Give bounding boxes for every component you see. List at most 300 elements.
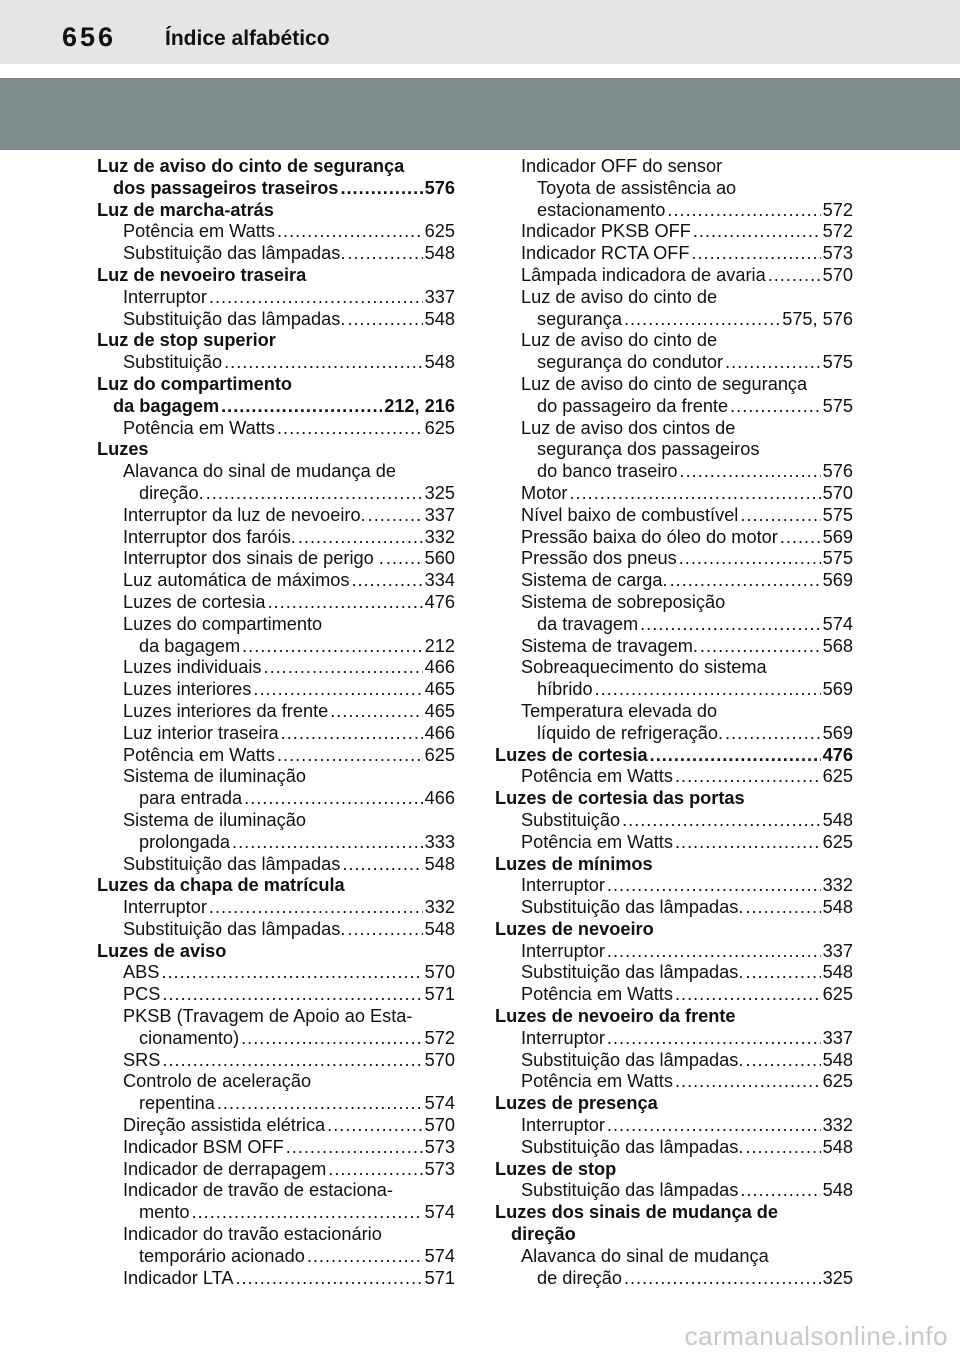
index-subentry [97, 1268, 455, 1290]
entry-label: da bagagem [139, 635, 241, 656]
entry-label: Luzes do compartimento [123, 613, 323, 634]
index-subentry [97, 701, 455, 723]
index-heading [495, 1159, 853, 1181]
index-subentry [495, 1137, 853, 1159]
dot-leader [624, 309, 780, 331]
index-subentry [97, 1137, 455, 1159]
page-reference: 569 [822, 570, 853, 591]
entry-label: SRS [123, 1049, 161, 1070]
index-subentry [495, 287, 853, 309]
dot-leader [232, 832, 423, 854]
page-reference: 548 [822, 1136, 853, 1157]
entry-label: Potência em Watts [123, 744, 275, 765]
entry-label: mento [139, 1202, 190, 1223]
index-subentry [97, 788, 455, 810]
entry-label: Controlo de aceleração [123, 1071, 312, 1092]
page-reference: 572 [822, 221, 853, 242]
index-subentry [97, 636, 455, 658]
dot-leader [675, 984, 821, 1006]
entry-label: Luzes de presença [495, 1093, 658, 1114]
entry-label: Luz de aviso dos cintos de [521, 417, 736, 438]
index-subentry [495, 461, 853, 483]
entry-label: Luzes interiores da frente [123, 700, 329, 721]
index-subentry [495, 374, 853, 396]
index-subentry [495, 156, 853, 178]
dot-leader [691, 243, 820, 265]
entry-label: Substituição das lâmpadas. [123, 918, 346, 939]
index-subentry [97, 461, 455, 483]
dot-leader [217, 1093, 423, 1115]
page-reference: 575, 576 [782, 308, 853, 329]
index-heading [495, 1093, 853, 1115]
index-subentry [495, 657, 853, 679]
index-subentry [495, 483, 853, 505]
entry-label: Substituição [123, 352, 223, 373]
entry-label: Interruptor da luz de nevoeiro. [123, 504, 366, 525]
page-reference: 548 [822, 1180, 853, 1201]
dot-leader [607, 1115, 821, 1137]
entry-label: Luzes de aviso [97, 940, 227, 961]
entry-label: Luz de nevoeiro traseira [97, 264, 307, 285]
page-reference: 548 [424, 853, 455, 874]
entry-label: Sistema de carga. [521, 570, 668, 591]
page-reference: 476 [424, 591, 455, 612]
entry-label: Substituição das lâmpadas [521, 1180, 739, 1201]
page-reference: 332 [822, 1115, 853, 1136]
entry-label: segurança do condutor [537, 352, 724, 373]
index-subentry [495, 200, 853, 222]
entry-label: Indicador BSM OFF [123, 1136, 284, 1157]
page-reference: 575 [822, 548, 853, 569]
index-subentry [97, 1202, 455, 1224]
index-subentry [495, 875, 853, 897]
entry-label: Luzes da chapa de matrícula [97, 875, 345, 896]
page-reference: 575 [822, 352, 853, 373]
page-reference: 573 [822, 243, 853, 264]
entry-label: Nível baixo de combustível [521, 504, 739, 525]
dot-leader [277, 221, 423, 243]
index-heading [97, 330, 455, 352]
dot-leader [667, 200, 820, 222]
page-reference: 570 [424, 1115, 455, 1136]
section-title: Índice alfabético [165, 27, 330, 50]
page-reference: 625 [424, 221, 455, 242]
dot-leader [277, 418, 423, 440]
index-subentry [97, 919, 455, 941]
index-subentry [97, 810, 455, 832]
dot-leader [162, 984, 422, 1006]
dot-leader [624, 1268, 821, 1290]
index-heading [97, 875, 455, 897]
index-heading [97, 265, 455, 287]
page-reference: 332 [424, 897, 455, 918]
entry-label: Indicador PKSB OFF [521, 221, 691, 242]
dot-leader [745, 1137, 820, 1159]
page-reference: 548 [822, 897, 853, 918]
index-subentry [97, 832, 455, 854]
index-subentry [495, 505, 853, 527]
page-reference: 625 [424, 417, 455, 438]
entry-label: dos passageiros traseiros [113, 177, 339, 198]
index-subentry [97, 418, 455, 440]
page-reference: 548 [822, 962, 853, 983]
dot-leader [700, 636, 821, 658]
dot-leader [675, 766, 821, 788]
page-reference: 570 [822, 264, 853, 285]
entry-label: Motor [521, 482, 568, 503]
entry-label: Temperatura elevada do [521, 700, 718, 721]
index-subentry [97, 221, 455, 243]
index-subentry [97, 614, 455, 636]
index-subentry [97, 287, 455, 309]
dot-leader [640, 614, 821, 636]
entry-label: Luz automática de máximos [123, 570, 350, 591]
index-subentry [495, 810, 853, 832]
index-subentry [495, 178, 853, 200]
page-reference: 548 [424, 918, 455, 939]
index-subentry [495, 330, 853, 352]
index-heading [495, 1202, 853, 1224]
page-reference: 573 [424, 1158, 455, 1179]
page-reference: 574 [822, 613, 853, 634]
dot-leader [745, 897, 820, 919]
entry-label: Luzes de nevoeiro [495, 918, 654, 939]
dot-leader [768, 265, 821, 287]
dot-leader [780, 527, 821, 549]
index-heading [97, 200, 455, 222]
entry-label: Luz de aviso do cinto de [521, 286, 718, 307]
index-subentry [97, 854, 455, 876]
dot-leader [693, 221, 821, 243]
index-heading [97, 156, 455, 178]
entry-label: Potência em Watts [521, 1071, 673, 1092]
dot-leader [745, 1050, 820, 1072]
index-subentry [97, 745, 455, 767]
entry-label: Substituição das lâmpadas. [521, 1049, 744, 1070]
index-subentry [495, 1268, 853, 1290]
page-reference: 333 [424, 831, 455, 852]
entry-label: Interruptor [123, 897, 207, 918]
index-subentry [495, 1028, 853, 1050]
index-subentry [495, 418, 853, 440]
section-banner [0, 78, 960, 150]
dot-leader [327, 1115, 422, 1137]
index-subentry [495, 723, 853, 745]
page-number: 656 [62, 22, 117, 52]
dot-leader [679, 548, 821, 570]
entry-label: Pressão dos pneus [521, 548, 677, 569]
index-subentry [97, 657, 455, 679]
entry-label: Interruptor [521, 875, 605, 896]
index-subentry [97, 1159, 455, 1181]
entry-label: Luz de marcha-atrás [97, 199, 274, 220]
index-subentry [97, 592, 455, 614]
index-subentry [97, 243, 455, 265]
page-reference: 334 [424, 570, 455, 591]
dot-leader [675, 832, 821, 854]
index-heading [97, 374, 455, 396]
entry-label: Luz interior traseira [123, 722, 279, 743]
index-heading [495, 1224, 853, 1246]
page-header [0, 0, 960, 64]
page-reference: 332 [822, 875, 853, 896]
page-reference: 575 [822, 504, 853, 525]
page-reference: 568 [822, 635, 853, 656]
dot-leader [745, 962, 820, 984]
dot-leader [264, 657, 423, 679]
entry-label: segurança dos passageiros [537, 439, 760, 460]
index-subentry [495, 701, 853, 723]
entry-label: Potência em Watts [521, 766, 673, 787]
entry-label: PCS [123, 984, 161, 1005]
index-subentry [97, 962, 455, 984]
dot-leader [286, 1137, 423, 1159]
dot-leader [298, 527, 423, 549]
page-reference: 576 [822, 461, 853, 482]
index-subentry [97, 548, 455, 570]
entry-label: Sistema de travagem. [521, 635, 698, 656]
entry-label: Luzes de cortesia [123, 591, 266, 612]
page-reference: 570 [424, 1049, 455, 1070]
dot-leader [675, 1071, 821, 1093]
entry-label: Lâmpada indicadora de avaria [521, 264, 766, 285]
index-subentry [97, 723, 455, 745]
dot-leader [607, 941, 821, 963]
dot-leader [221, 396, 382, 418]
index-subentry [495, 1050, 853, 1072]
index-subentry [495, 265, 853, 287]
dot-leader [161, 962, 422, 984]
entry-label: Interruptor [521, 1027, 605, 1048]
entry-label: Luzes dos sinais de mudança de [495, 1202, 778, 1223]
dot-leader [595, 679, 821, 701]
index-subentry [495, 1071, 853, 1093]
index-subentry [495, 897, 853, 919]
dot-leader [347, 243, 422, 265]
entry-label: Luz de aviso do cinto de segurança [521, 373, 808, 394]
entry-label: Alavanca do sinal de mudança de [123, 461, 396, 482]
entry-label: Sistema de iluminação [123, 766, 306, 787]
entry-label: do banco traseiro [537, 461, 678, 482]
entry-label: da travagem [537, 613, 639, 634]
index-heading [97, 178, 455, 200]
dot-leader [570, 483, 821, 505]
dot-leader [622, 810, 821, 832]
index-subentry [97, 352, 455, 374]
index-subentry [495, 984, 853, 1006]
entry-label: Indicador de travão de estaciona- [123, 1180, 393, 1201]
entry-label: Interruptor [123, 286, 207, 307]
page-reference: 548 [424, 308, 455, 329]
page-reference: 625 [424, 744, 455, 765]
page-reference: 337 [424, 504, 455, 525]
entry-label: Potência em Watts [123, 417, 275, 438]
index-subentry [97, 1006, 455, 1028]
entry-label: Luz de aviso do cinto de segurança [97, 156, 405, 176]
dot-leader [347, 919, 422, 941]
entry-label: Substituição das lâmpadas. [123, 308, 346, 329]
dot-leader [607, 1028, 821, 1050]
entry-label: para entrada [139, 788, 243, 809]
entry-label: direção. [139, 482, 204, 503]
index-subentry [495, 1115, 853, 1137]
page-reference: 571 [424, 1267, 455, 1288]
page-reference: 570 [822, 482, 853, 503]
index-subentry [97, 505, 455, 527]
index-subentry [495, 1246, 853, 1268]
dot-leader [386, 548, 423, 570]
entry-label: Toyota de assistência ao [537, 177, 737, 198]
dot-leader [244, 788, 423, 810]
entry-label: Interruptor [521, 940, 605, 961]
index-heading [97, 396, 455, 418]
entry-label: do passageiro da frente [537, 395, 729, 416]
entry-label: Luz de aviso do cinto de [521, 330, 718, 351]
dot-leader [725, 352, 821, 374]
page-reference: 465 [424, 700, 455, 721]
page-reference: 476 [822, 744, 853, 765]
page-reference: 466 [424, 722, 455, 743]
entry-label: cionamento) [139, 1027, 240, 1048]
page-reference: 569 [822, 722, 853, 743]
page-reference: 574 [424, 1202, 455, 1223]
page-reference: 560 [424, 548, 455, 569]
entry-label: de direção [537, 1267, 622, 1288]
index-subentry [495, 352, 853, 374]
dot-leader [242, 636, 423, 658]
entry-label: Luzes de cortesia [495, 744, 648, 765]
dot-leader [162, 1050, 422, 1072]
entry-label: Indicador RCTA OFF [521, 243, 690, 264]
index-subentry [495, 243, 853, 265]
index-subentry [97, 1071, 455, 1093]
dot-leader [241, 1028, 423, 1050]
entry-label: Interruptor dos sinais de perigo . [123, 548, 384, 569]
entry-label: ABS [123, 962, 160, 983]
entry-label: Indicador de derrapagem [123, 1158, 327, 1179]
entry-label: híbrido [537, 679, 593, 700]
page-reference: 572 [424, 1027, 455, 1048]
entry-label: Indicador OFF do sensor [521, 156, 723, 176]
index-subentry [495, 570, 853, 592]
page-reference: 465 [424, 679, 455, 700]
entry-label: direção [511, 1224, 576, 1245]
index-subentry [97, 766, 455, 788]
entry-label: Alavanca do sinal de mudança [521, 1245, 769, 1266]
page-reference: 569 [822, 679, 853, 700]
page-reference: 625 [822, 831, 853, 852]
index-subentry [495, 941, 853, 963]
page-reference: 325 [424, 482, 455, 503]
index-subentry [495, 592, 853, 614]
entry-label: Substituição das lâmpadas. [521, 897, 744, 918]
page-reference: 569 [822, 526, 853, 547]
page-reference: 574 [424, 1245, 455, 1266]
dot-leader [281, 723, 423, 745]
entry-label: Luzes de stop [495, 1158, 617, 1179]
dot-leader [347, 309, 422, 331]
dot-leader [206, 483, 423, 505]
entry-label: Potência em Watts [521, 984, 673, 1005]
index-subentry [495, 527, 853, 549]
dot-leader [725, 723, 821, 745]
page-reference: 571 [424, 984, 455, 1005]
dot-leader [670, 570, 821, 592]
page-reference: 332 [424, 526, 455, 547]
index-heading [97, 941, 455, 963]
entry-label: da bagagem [113, 395, 220, 416]
index-subentry [495, 439, 853, 461]
index-heading [495, 745, 853, 767]
index-subentry [97, 570, 455, 592]
page-reference: 625 [822, 766, 853, 787]
entry-label: Potência em Watts [521, 831, 673, 852]
index-subentry [97, 984, 455, 1006]
entry-label: Sistema de iluminação [123, 809, 306, 830]
dot-leader [328, 1159, 422, 1181]
watermark: carmanualsonline.info [684, 1321, 948, 1351]
page-reference: 625 [822, 1071, 853, 1092]
dot-leader [253, 679, 422, 701]
page-reference: 572 [822, 199, 853, 220]
dot-leader [192, 1202, 423, 1224]
entry-label: Luz do compartimento [97, 373, 293, 394]
entry-label: Luzes interiores [123, 679, 252, 700]
page-reference: 466 [424, 788, 455, 809]
index-subentry [495, 1180, 853, 1202]
index-heading [495, 788, 853, 810]
index-heading [495, 919, 853, 941]
dot-leader [330, 701, 422, 723]
index-column-left [97, 156, 455, 1289]
entry-label: Substituição das lâmpadas. [521, 1136, 744, 1157]
dot-leader [277, 745, 423, 767]
entry-label: Pressão baixa do óleo do motor [521, 526, 778, 547]
page-reference: 548 [424, 352, 455, 373]
entry-label: segurança [537, 308, 622, 329]
page-reference: 625 [822, 984, 853, 1005]
entry-label: Sistema de sobreposição [521, 591, 726, 612]
page-reference: 337 [424, 286, 455, 307]
index-subentry [97, 1093, 455, 1115]
entry-label: Direção assistida elétrica [123, 1115, 326, 1136]
dot-leader [368, 505, 423, 527]
index-subentry [495, 679, 853, 701]
index-subentry [97, 309, 455, 331]
entry-label: Interruptor [521, 1115, 605, 1136]
page-reference: 548 [424, 243, 455, 264]
page-reference: 573 [424, 1136, 455, 1157]
index-subentry [97, 679, 455, 701]
page-reference: 466 [424, 657, 455, 678]
index-subentry [97, 483, 455, 505]
dot-leader [607, 875, 821, 897]
entry-label: Indicador LTA [123, 1267, 234, 1288]
index-subentry [495, 548, 853, 570]
index-subentry [97, 527, 455, 549]
index-heading [495, 854, 853, 876]
index-subentry [495, 221, 853, 243]
index-subentry [495, 636, 853, 658]
page-reference: 575 [822, 395, 853, 416]
index-subentry [495, 614, 853, 636]
dot-leader [209, 897, 423, 919]
index-subentry [495, 309, 853, 331]
entry-label: estacionamento [537, 199, 666, 220]
page-reference: 337 [822, 1027, 853, 1048]
index-subentry [97, 1180, 455, 1202]
page-reference: 212, 216 [384, 395, 455, 416]
